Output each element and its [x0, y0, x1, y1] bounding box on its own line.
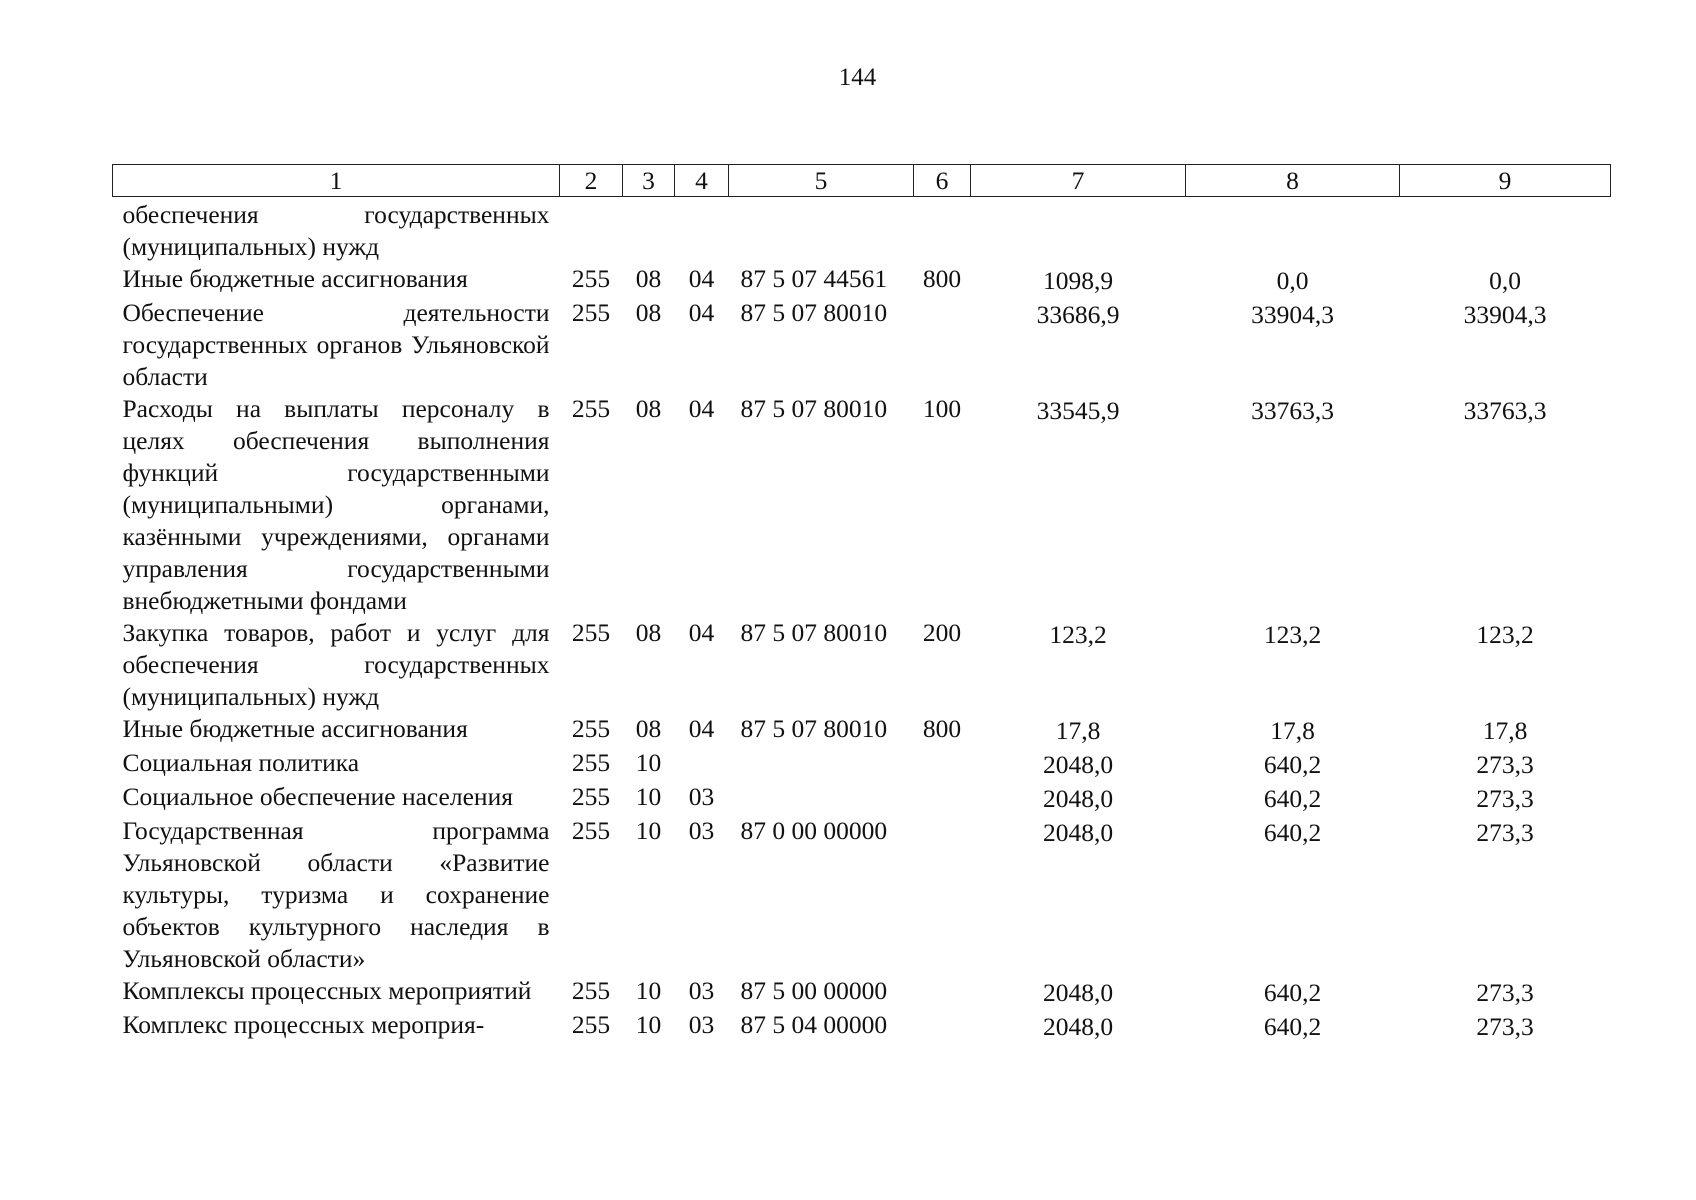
cell-amount-col8: 123,2 [1263, 620, 1322, 649]
cell-section: 08 [635, 714, 662, 743]
cell-expense-type: 200 [922, 618, 962, 647]
cell-amount-col9 [1400, 197, 1611, 264]
cell-target-article: 87 5 07 80010 [740, 394, 888, 423]
row-name-cell: Обеспечение деятельности государственных органов Ульяновской области [122, 298, 550, 391]
cell-target-article: 87 5 07 80010 [740, 714, 888, 743]
cell-amount-col9: 273,3 [1476, 978, 1534, 1007]
cell-target-article: 87 5 07 44561 [740, 264, 888, 293]
cell-amount-col7: 33545,9 [1036, 396, 1120, 425]
col-header-8: 8 [1186, 165, 1400, 197]
cell-amount-col9: 0,0 [1489, 266, 1521, 295]
cell-amount-col9: 273,3 [1476, 750, 1534, 779]
budget-table [112, 164, 1611, 1043]
cell-ministry-code: 255 [571, 782, 611, 811]
cell-target-article: 87 5 00 00000 [740, 976, 888, 1005]
cell-amount-col7: 2048,0 [1042, 818, 1114, 847]
cell-target-article: 87 0 00 00000 [740, 816, 888, 845]
cell-ministry-code: 255 [571, 976, 611, 1005]
cell-amount-col8: 640,2 [1263, 784, 1322, 813]
cell-target-article: 87 5 07 80010 [740, 298, 888, 327]
cell-section: 08 [635, 264, 662, 293]
cell-amount-col7: 2048,0 [1042, 978, 1114, 1007]
cell-subsection: 03 [688, 1010, 715, 1039]
cell-amount-col8: 0,0 [1276, 266, 1309, 295]
row-name-cell: Комплексы процессных мероприятий [122, 976, 532, 1005]
cell-section: 10 [635, 748, 662, 777]
cell-expense-type: 800 [922, 264, 962, 293]
table-body [113, 197, 1611, 1044]
cell-target-article [729, 747, 914, 781]
cell-amount-col8: 33763,3 [1251, 396, 1334, 425]
cell-amount-col7: 2048,0 [1042, 750, 1114, 779]
cell-amount-col9: 273,3 [1476, 818, 1534, 847]
row-name-cell: Государственная программа Ульяновской области «Развитие культуры, туризма и сохранение объектов культурного наследия в Ульяновской области» [122, 816, 550, 973]
cell-amount-col7: 17,8 [1055, 716, 1101, 745]
row-name-cell: Расходы на выплаты персоналу в целях обеспечения выполнения функций государственными (муниципальными) органами, казёнными учреждениями, органами управления государственными внебюджетными фондами [122, 394, 550, 615]
cell-subsection: 04 [688, 298, 715, 327]
col-header-6: 6 [914, 165, 971, 197]
cell-section: 10 [635, 1010, 662, 1039]
cell-expense-type [914, 297, 971, 393]
cell-section: 08 [635, 394, 662, 423]
cell-amount-col8: 640,2 [1263, 818, 1322, 847]
cell-target-article: 87 5 07 80010 [740, 618, 888, 647]
cell-amount-col7: 123,2 [1049, 620, 1107, 649]
cell-ministry-code: 255 [571, 1010, 611, 1039]
cell-ministry-code: 255 [571, 748, 611, 777]
cell-expense-type [914, 815, 971, 975]
cell-amount-col8 [1186, 197, 1400, 264]
cell-expense-type [914, 197, 971, 264]
header-row [113, 165, 1611, 197]
row-name-cell: Комплекс процессных мероприя- [122, 1010, 485, 1039]
cell-target-article [729, 781, 914, 815]
cell-ministry-code: 255 [571, 298, 611, 327]
cell-ministry-code: 255 [571, 714, 611, 743]
cell-section: 10 [635, 782, 662, 811]
cell-ministry-code: 255 [571, 264, 611, 293]
table-row [113, 1009, 1611, 1043]
cell-amount-col9: 33763,3 [1463, 396, 1547, 425]
row-name-cell: Закупка товаров, работ и услуг для обеспечения государственных (муниципальных) нужд [122, 618, 550, 711]
cell-amount-col7: 1098,9 [1042, 266, 1114, 295]
cell-expense-type [914, 781, 971, 815]
row-name-cell: Социальная политика [122, 748, 360, 777]
cell-target-article [729, 197, 914, 264]
cell-amount-col9: 273,3 [1476, 784, 1534, 813]
table-row [113, 747, 1611, 781]
cell-amount-col8: 33904,3 [1251, 300, 1334, 329]
cell-amount-col8: 640,2 [1263, 978, 1322, 1007]
table-row [113, 781, 1611, 815]
col-header-1: 1 [113, 165, 560, 197]
cell-amount-col7: 2048,0 [1042, 784, 1114, 813]
cell-expense-type [914, 975, 971, 1009]
row-name-cell: Социальное обеспечение населения [122, 782, 513, 811]
cell-ministry-code: 255 [571, 618, 611, 647]
table-row [113, 297, 1611, 393]
page-number: 144 [838, 64, 877, 91]
table-row [113, 197, 1611, 264]
cell-subsection: 04 [688, 394, 715, 423]
cell-amount-col8: 640,2 [1263, 750, 1322, 779]
cell-subsection: 04 [688, 714, 715, 743]
cell-amount-col9: 17,8 [1482, 716, 1528, 745]
cell-ministry-code: 255 [571, 394, 611, 423]
cell-amount-col8: 17,8 [1270, 716, 1315, 745]
col-header-3: 3 [623, 165, 675, 197]
cell-ministry-code: 255 [571, 816, 611, 845]
cell-subsection: 04 [688, 264, 715, 293]
cell-subsection [675, 747, 729, 781]
cell-section: 08 [635, 618, 662, 647]
cell-ministry-code [560, 197, 623, 264]
table-row [113, 617, 1611, 713]
cell-section: 10 [635, 976, 662, 1005]
cell-subsection [675, 197, 729, 264]
col-header-4: 4 [675, 165, 729, 197]
cell-expense-type [914, 747, 971, 781]
cell-expense-type: 100 [922, 394, 962, 423]
table-row [113, 713, 1611, 747]
row-name-cell: обеспечения государственных (муниципальных) нужд [122, 200, 550, 261]
table-row [113, 393, 1611, 617]
cell-expense-type [914, 1009, 971, 1043]
table-row [113, 263, 1611, 297]
cell-amount-col9: 33904,3 [1463, 300, 1547, 329]
cell-target-article: 87 5 04 00000 [740, 1010, 888, 1039]
cell-amount-col9: 273,3 [1476, 1012, 1534, 1041]
cell-amount-col9: 123,2 [1476, 620, 1534, 649]
cell-section: 08 [635, 298, 662, 327]
cell-expense-type: 800 [922, 714, 962, 743]
cell-subsection: 03 [688, 816, 715, 845]
cell-amount-col8: 640,2 [1263, 1012, 1322, 1041]
cell-amount-col7: 33686,9 [1036, 300, 1120, 329]
col-header-7: 7 [971, 165, 1186, 197]
cell-subsection: 03 [688, 782, 715, 811]
table-row [113, 815, 1611, 975]
cell-section: 10 [635, 816, 662, 845]
cell-subsection: 03 [688, 976, 715, 1005]
row-name-cell: Иные бюджетные ассигнования [122, 714, 468, 743]
col-header-2: 2 [560, 165, 623, 197]
cell-section [623, 197, 675, 264]
cell-subsection: 04 [688, 618, 715, 647]
col-header-9: 9 [1400, 165, 1611, 197]
cell-amount-col7: 2048,0 [1042, 1012, 1114, 1041]
table-row [113, 975, 1611, 1009]
cell-amount-col7 [971, 197, 1186, 264]
row-name-cell: Иные бюджетные ассигнования [122, 264, 468, 293]
col-header-5: 5 [729, 165, 914, 197]
